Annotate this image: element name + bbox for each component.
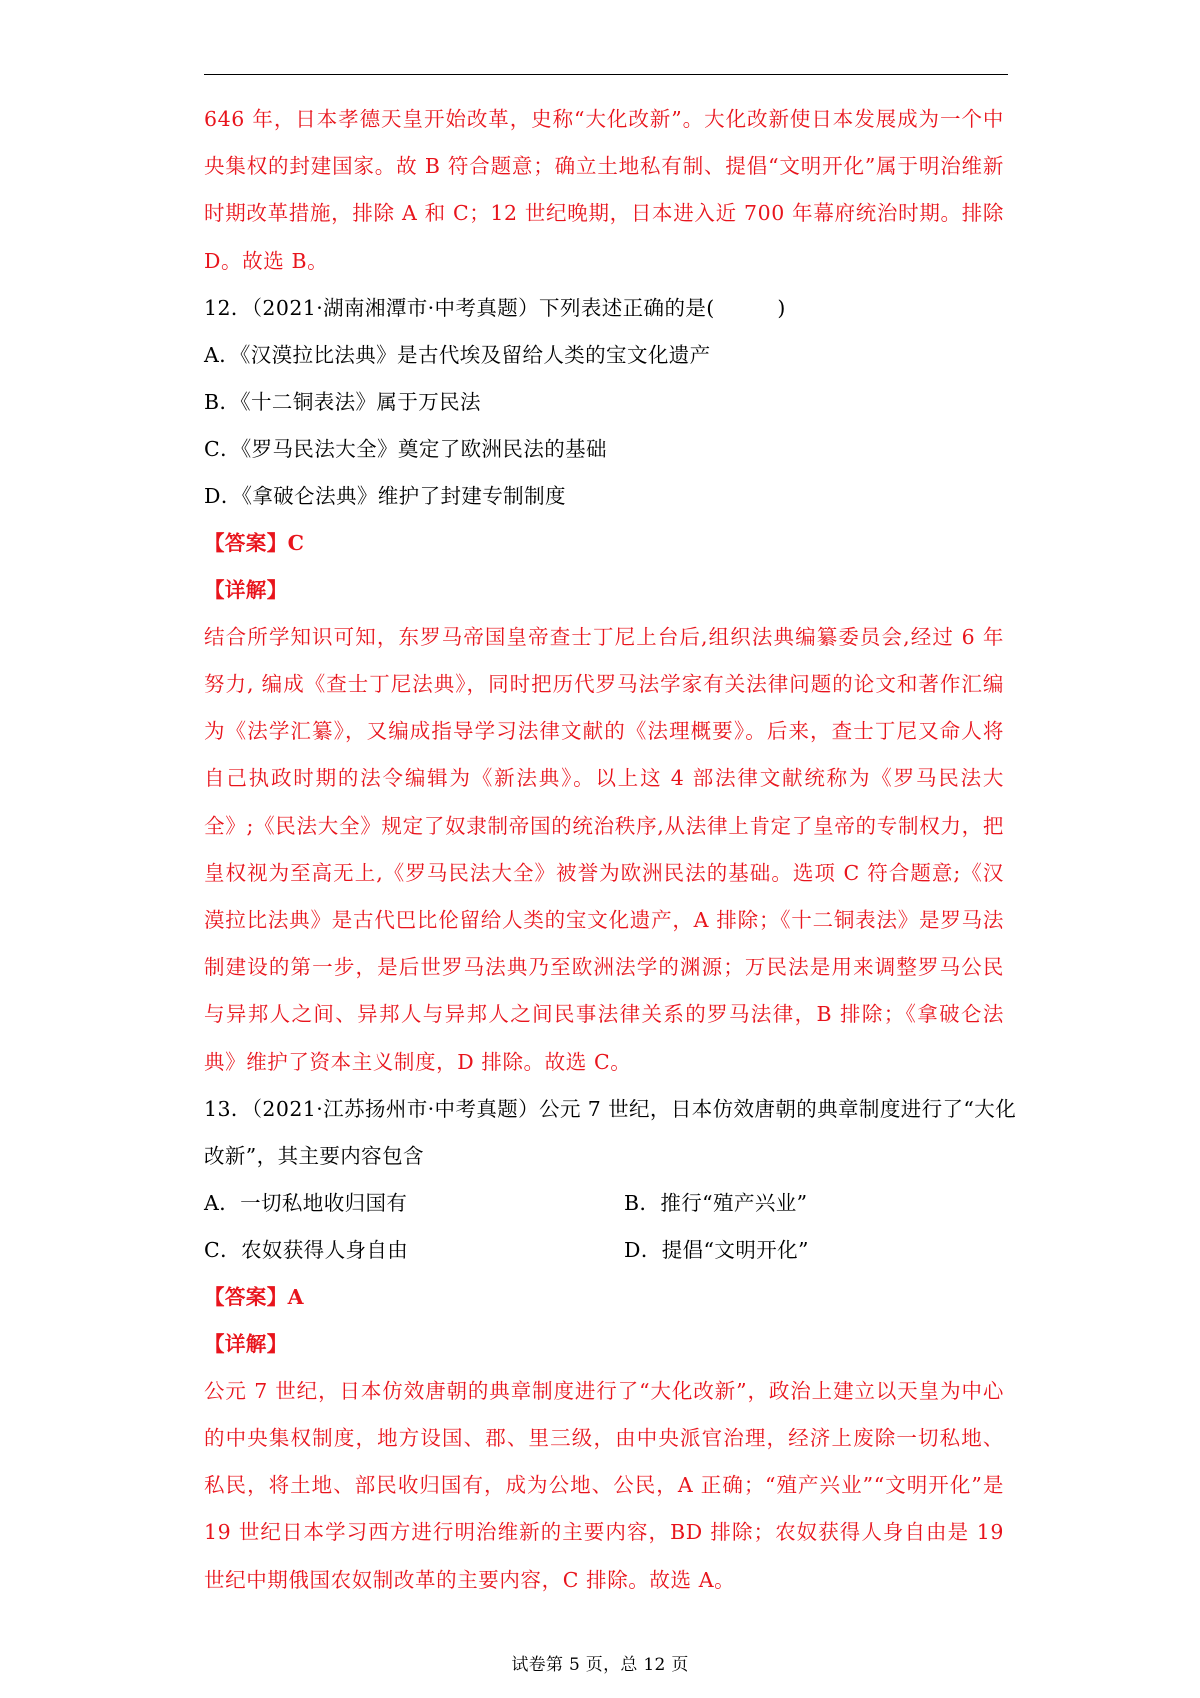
q13-detail-label: 【详解】 [204,1331,288,1356]
q12-answer: 【答案】C [204,530,305,555]
prev-question-explanation: 646 年，日本孝德天皇开始改革，史称“大化改新”。大化改新使日本发展成为一个中央集权的封建国家。故 B 符合题意；确立土地私有制、提倡“文明开化”属于明治维新时期改革措施，排除 A 和 C；12 世纪晚期，日本进入近 700 年幕府统治时期。排除 D。故选 B。 [204,107,1004,273]
q12-option-b: B．《十二铜表法》属于万民法 [204,389,481,414]
q12-option-d: D．《拿破仑法典》维护了封建专制制度 [204,483,566,508]
q13-option-c: C．农奴获得人身自由 [204,1237,409,1262]
q13-explanation: 公元 7 世纪，日本仿效唐朝的典章制度进行了“大化改新”，政治上建立以天皇为中心的中央集权制度，地方设国、郡、里三级，由中央派官治理，经济上废除一切私地、私民，将土地、部民收归国有，成为公地、公民，A 正确；“殖产兴业”“文明开化”是 19 世纪日本学习西方进行明治维新的主要内容，BD 排除；农奴获得人身自由是 19 世纪中期俄国农奴制改革的主要内容，C 排除。故选 A。 [204,1378,1004,1592]
header-rule [204,74,1008,75]
q13-option-b: B．推行“殖产兴业” [624,1190,808,1215]
q13-options-row-1 [204,1180,1004,1227]
q13-stem-line1: 13．（2021·江苏扬州市·中考真题）公元 7 世纪，日本仿效唐朝的典章制度进行了“大化 [204,1096,1017,1121]
q12-option-a: A．《汉漠拉比法典》是古代埃及留给人类的宝文化遗产 [204,342,711,367]
q13-option-d: D．提倡“文明开化” [624,1237,809,1262]
q12-stem: 12．（2021·湖南湘潭市·中考真题）下列表述正确的是( ) [204,295,786,320]
page-footer: 试卷第 5 页，总 12 页 [511,1655,689,1675]
q12-explanation: 结合所学知识可知，东罗马帝国皇帝查士丁尼上台后,组织法典编纂委员会,经过 6 年努力, 编成《查士丁尼法典》，同时把历代罗马法学家有关法律问题的论文和著作汇编为《法学汇纂》，又编成指导学习法律文献的《法理概要》。后来，查士丁尼又命人将自己执政时期的法令编辑为《新法典》。以上这 4 部法律文献统称为《罗马民法大全》;《民法大全》规定了奴隶制帝国的统治秩序,从法律上肯定了皇帝的专制权力，把皇权视为至高无上,《罗马民法大全》被誉为欧洲民法的基础。选项 C 符合题意;《汉漠拉比法典》是古代巴比伦留给人类的宝文化遗产，A 排除；《十二铜表法》是罗马法制建设的第一步，是后世罗马法典乃至欧洲法学的渊源；万民法是用来调整罗马公民与异邦人之间、异邦人与异邦人之间民事法律关系的罗马法律，B 排除；《拿破仑法典》维护了资本主义制度，D 排除。故选 C。 [204,624,1004,1074]
q13-options-row-2 [204,1227,1004,1274]
q13-answer: 【答案】A [204,1284,304,1309]
q12-detail-label: 【详解】 [204,577,288,602]
page-content [204,96,1017,1604]
q12-option-c: C．《罗马民法大全》奠定了欧洲民法的基础 [204,436,607,461]
q13-stem-line2: 改新”，其主要内容包含 [204,1143,424,1168]
q13-option-a: A．一切私地收归国有 [204,1190,408,1215]
